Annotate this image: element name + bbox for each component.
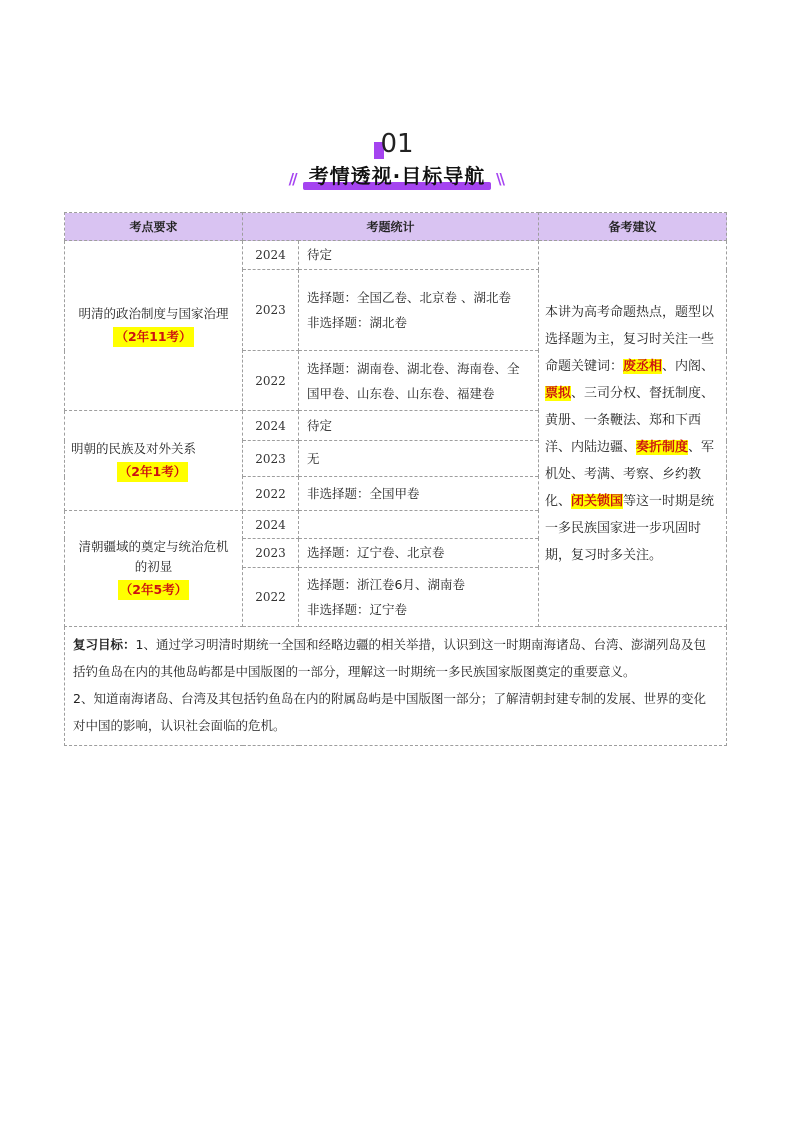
detail-cell — [299, 477, 539, 511]
year-cell: 2023 — [243, 270, 299, 351]
year-cell: 2023 — [243, 441, 299, 477]
year-cell: 2024 — [243, 411, 299, 441]
year-cell: 2022 — [243, 351, 299, 411]
detail-line: 选择题：辽宁卷、北京卷 — [307, 545, 445, 560]
section-title-block — [0, 160, 794, 189]
detail-line: 无 — [307, 450, 320, 466]
detail-line: 非选择题：湖北卷 — [307, 315, 408, 330]
detail-cell — [299, 351, 539, 411]
goals-label: 复习目标： — [73, 637, 136, 652]
topic-cell — [65, 411, 243, 511]
advice-cell — [539, 241, 727, 627]
detail-line: 非选择题：全国甲卷 — [307, 485, 420, 501]
year-cell: 2024 — [243, 511, 299, 539]
topic-label: 明朝的民族及对外关系 — [71, 441, 197, 456]
left-slash-decoration: // — [288, 169, 296, 188]
topic-label: 清朝疆域的奠定与统治危机的初显 — [78, 539, 229, 574]
advice-text: 、三司分权、督抚制度、黄册、一条鞭法、郑和下西洋、内陆边疆、 — [545, 385, 715, 455]
advice-text: 本讲为高考命题热点，题型以选择题为主，复习时关注一些命题关键词： — [545, 304, 715, 374]
table-header-row — [65, 213, 727, 241]
exam-analysis-table — [64, 212, 727, 746]
keyword-highlight: 闭关锁国 — [571, 493, 624, 509]
goal-text: 1、通过学习明清时期统一全国和经略边疆的相关举措，认识到这一时期南海诸岛、台湾、澎湖列岛及包括钓鱼岛在内的其他岛屿都是中国版图的一部分，理解这一时期统一多民族国家版图奠定的重要意义。 — [73, 637, 706, 679]
topic-label: 明清的政治制度与国家治理 — [78, 306, 229, 321]
detail-line: 选择题：浙江卷6月、湖南卷 — [307, 577, 465, 592]
detail-line: 非选择题：辽宁卷 — [307, 602, 408, 617]
advice-text: 、内阁、 — [662, 358, 715, 374]
goals-row — [65, 627, 727, 746]
goal-item — [73, 631, 718, 685]
topic-count-badge: （2年1考） — [117, 462, 188, 482]
header-requirements: 考点要求 — [65, 213, 243, 241]
year-cell: 2022 — [243, 568, 299, 627]
section-title: 考情透视·目标导航 — [309, 160, 486, 189]
year-cell: 2023 — [243, 539, 299, 568]
detail-cell — [299, 270, 539, 351]
keyword-highlight: 票拟 — [545, 385, 572, 401]
topic-cell — [65, 241, 243, 411]
keyword-highlight: 奏折制度 — [636, 439, 689, 455]
detail-cell — [299, 539, 539, 568]
detail-cell — [299, 511, 539, 539]
goal-item: 2、知道南海诸岛、台湾及其包括钓鱼岛在内的附属岛屿是中国版图一部分；了解清朝封建专制的发展、世界的变化对中国的影响，认识社会面临的危机。 — [73, 691, 706, 733]
advice-text: 、军机处、考满、考察、乡约教化、 — [545, 439, 715, 509]
detail-cell — [299, 411, 539, 441]
section-number: 01 — [380, 128, 413, 160]
review-goals-cell — [65, 627, 727, 746]
right-slash-decoration: // — [498, 169, 506, 188]
year-cell: 2024 — [243, 241, 299, 270]
topic-count-badge: （2年5考） — [118, 580, 189, 600]
detail-line: 待定 — [307, 247, 333, 262]
detail-line: 选择题：全国乙卷、北京卷 、湖北卷 — [307, 290, 511, 305]
year-cell: 2022 — [243, 477, 299, 511]
section-number-block — [0, 128, 794, 160]
detail-line: 待定 — [307, 417, 333, 433]
advice-text: 等这一时期是统一多民族国家进一步巩固时期，复习时多关注。 — [545, 493, 715, 563]
detail-cell — [299, 568, 539, 627]
header-statistics: 考题统计 — [243, 213, 539, 241]
keyword-highlight: 废丞相 — [623, 358, 663, 374]
detail-line: 选择题：湖南卷、湖北卷、海南卷、全国甲卷、山东卷、山东卷、福建卷 — [307, 360, 520, 401]
topic-count-badge: （2年11考） — [113, 327, 193, 347]
detail-cell — [299, 441, 539, 477]
topic-cell — [65, 511, 243, 627]
header-advice: 备考建议 — [539, 213, 727, 241]
detail-cell — [299, 241, 539, 270]
table-row — [65, 241, 727, 270]
